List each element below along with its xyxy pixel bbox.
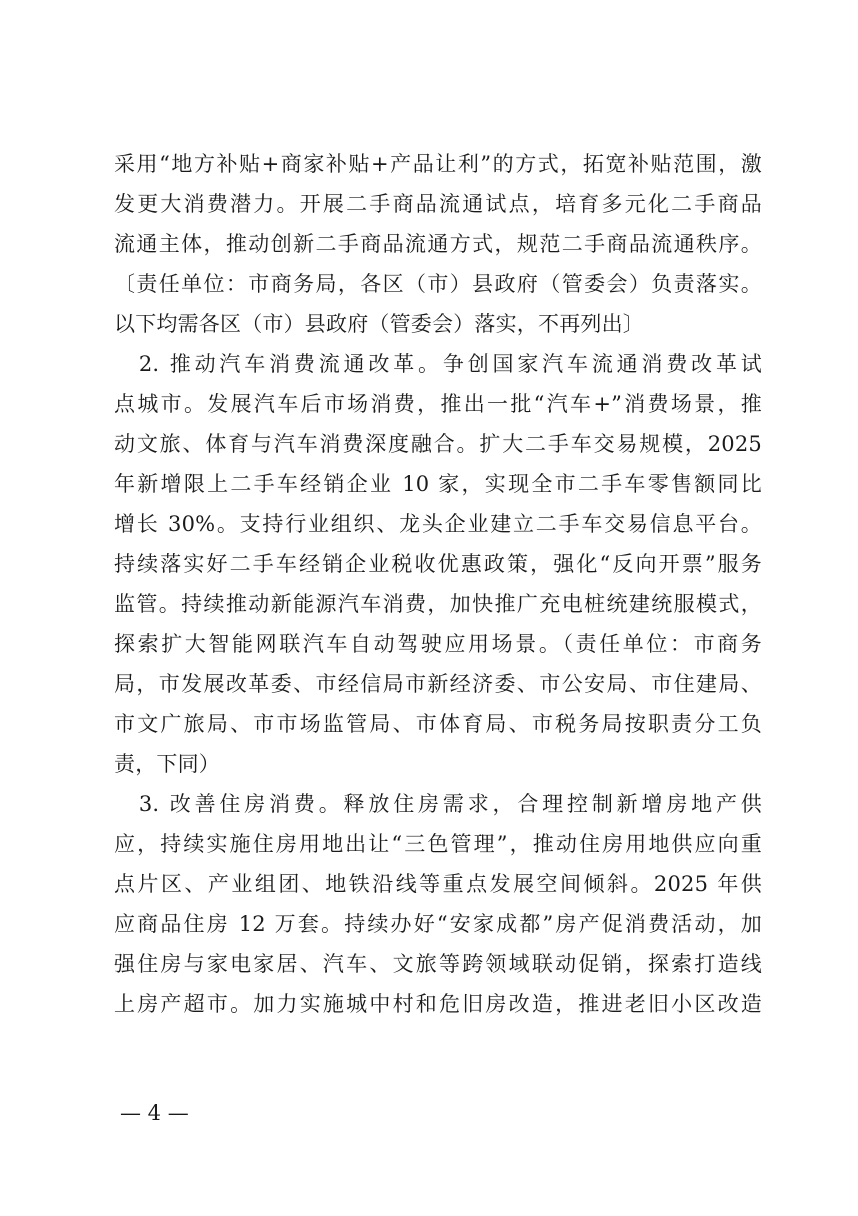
- text-line: 增长 30%。支持行业组织、龙头企业建立二手车交易信息平台。: [114, 512, 762, 536]
- text-line: 责，下同）: [114, 752, 220, 776]
- text-line: 持续落实好二手车经销企业税收优惠政策，强化“反向开票”服务: [114, 552, 762, 576]
- text-line: 以下均需各区（市）县政府（管委会）落实，不再列出〕: [114, 312, 644, 336]
- text-line: 上房产超市。加力实施城中村和危旧房改造，推进老旧小区改造: [114, 992, 762, 1016]
- text-line: 3. 改善住房消费。释放住房需求，合理控制新增房地产供: [114, 792, 762, 816]
- text-line: 发更大消费潜力。开展二手商品流通试点，培育多元化二手商品: [114, 192, 762, 216]
- text-line: 局，市发展改革委、市经信局市新经济委、市公安局、市住建局、: [114, 672, 762, 696]
- body-text: [114, 144, 762, 1024]
- text-line: 点片区、产业组团、地铁沿线等重点发展空间倾斜。2025 年供: [114, 872, 762, 896]
- text-line: 强住房与家电家居、汽车、文旅等跨领域联动促销，探索打造线: [114, 952, 762, 976]
- text-line: 点城市。发展汽车后市场消费，推出一批“汽车+”消费场景，推: [114, 392, 762, 416]
- text-line: 采用“地方补贴+商家补贴+产品让利”的方式，拓宽补贴范围，激: [114, 152, 762, 176]
- text-line: 探索扩大智能网联汽车自动驾驶应用场景。（责任单位：市商务: [114, 632, 762, 656]
- text-line: 年新增限上二手车经销企业 10 家，实现全市二手车零售额同比: [114, 472, 762, 496]
- text-line: 〔责任单位：市商务局，各区（市）县政府（管委会）负责落实。: [114, 272, 762, 296]
- text-line: 监管。持续推动新能源汽车消费，加快推广充电桩统建统服模式，: [114, 592, 762, 616]
- text-line: 流通主体，推动创新二手商品流通方式，规范二手商品流通秩序。: [114, 232, 762, 256]
- page-number: — 4 —: [120, 1101, 189, 1125]
- text-line: 动文旅、体育与汽车消费深度融合。扩大二手车交易规模，2025: [114, 432, 762, 456]
- text-line: 2. 推动汽车消费流通改革。争创国家汽车流通消费改革试: [114, 352, 762, 376]
- text-line: 应，持续实施住房用地出让“三色管理”，推动住房用地供应向重: [114, 832, 762, 856]
- text-line: 应商品住房 12 万套。持续办好“安家成都”房产促消费活动，加: [114, 912, 762, 936]
- text-line: 市文广旅局、市市场监管局、市体育局、市税务局按职责分工负: [114, 712, 762, 736]
